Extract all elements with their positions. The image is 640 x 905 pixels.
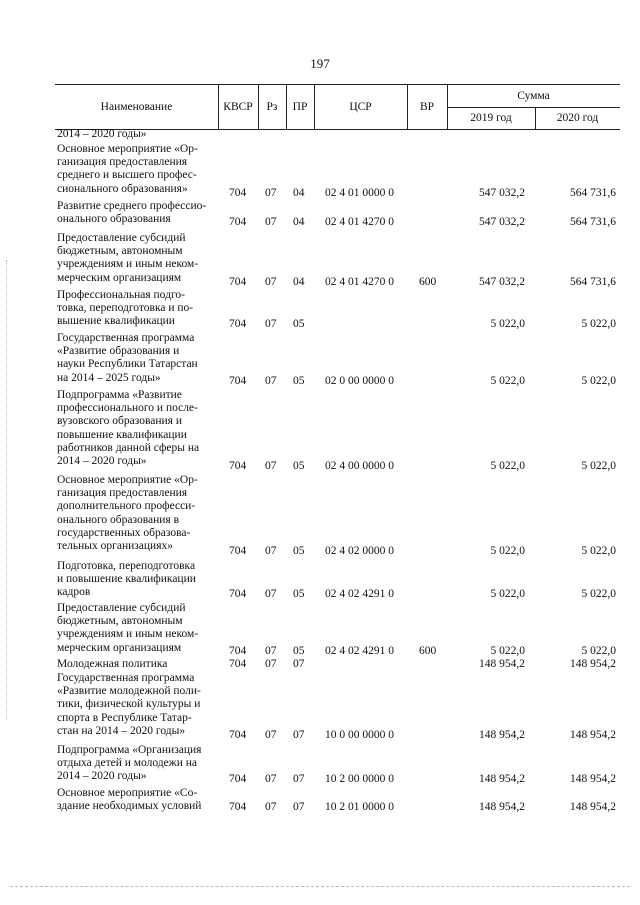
row-name: 2014 – 2020 годы»: [57, 128, 147, 140]
row-2020: 5 022,0: [581, 318, 616, 330]
row-2019: 5 022,0: [490, 375, 525, 387]
page-number: 197: [310, 56, 330, 71]
row-2019: 148 954,2: [479, 801, 525, 813]
row-2019: 148 954,2: [479, 658, 525, 670]
row-2020: 148 954,2: [570, 773, 616, 785]
row-kvsr: 704: [229, 658, 247, 670]
header-2019: 2019 год: [470, 112, 512, 124]
row-2019: 547 032,2: [479, 187, 525, 199]
row-kvsr: 704: [229, 375, 247, 387]
row-rz: 07: [265, 588, 277, 600]
row-kvsr: 704: [229, 645, 247, 657]
row-2020: 148 954,2: [570, 658, 616, 670]
row-csr: 02 4 01 4270 0: [325, 276, 394, 288]
row-kvsr: 704: [229, 216, 247, 228]
row-csr: 10 2 00 0000 0: [325, 773, 394, 785]
row-2020: 148 954,2: [570, 801, 616, 813]
row-name: Подпрограмма «Развитие профессионального и после- вузовского образования и повышение квалификации работников данной сферы на 2014 – 2020 годы»: [57, 389, 200, 468]
row-pr: 05: [293, 375, 305, 387]
row-csr: 02 0 00 0000 0: [325, 375, 394, 387]
header-kvsr: КВСР: [223, 101, 253, 113]
row-2020: 564 731,6: [570, 187, 616, 199]
row-2020: 5 022,0: [581, 375, 616, 387]
row-pr: 04: [293, 216, 305, 228]
row-name: Предоставление субсидий бюджетным, автономным учреждениям и иным неком- мерческим организациям: [57, 602, 199, 654]
row-2020: 564 731,6: [570, 276, 616, 288]
row-pr: 04: [293, 276, 305, 288]
row-csr: 10 0 00 0000 0: [325, 729, 394, 741]
row-csr: 02 4 01 4270 0: [325, 216, 394, 228]
header-rz: Рз: [266, 101, 278, 113]
row-rz: 07: [265, 729, 277, 741]
row-pr: 07: [293, 801, 305, 813]
row-csr: 02 4 02 4291 0: [325, 588, 394, 600]
row-kvsr: 704: [229, 729, 247, 741]
row-pr: 05: [293, 645, 305, 657]
row-2019: 148 954,2: [479, 773, 525, 785]
row-kvsr: 704: [229, 460, 247, 472]
row-rz: 07: [265, 318, 277, 330]
row-rz: 07: [265, 460, 277, 472]
row-name: Государственная программа «Развитие молодежной поли- тики, физической культуры и спорта в Республике Татар- стан на 2014 – 2020 годы»: [57, 672, 201, 737]
row-pr: 04: [293, 187, 305, 199]
row-csr: 02 4 00 0000 0: [325, 460, 394, 472]
row-rz: 07: [265, 216, 277, 228]
row-vr: 600: [419, 645, 437, 657]
row-name: Молодежная политика: [57, 658, 168, 670]
scan-footer-line: [10, 886, 630, 887]
row-pr: 05: [293, 588, 305, 600]
row-name: Основное мероприятие «Со- здание необходимых условий: [57, 787, 202, 813]
row-rz: 07: [265, 375, 277, 387]
row-pr: 07: [293, 773, 305, 785]
header-2020: 2020 год: [556, 112, 599, 124]
row-vr: 600: [419, 276, 437, 288]
row-csr: 02 4 02 4291 0: [325, 645, 394, 657]
row-2020: 5 022,0: [581, 588, 616, 600]
row-name: Профессиональная подго- товка, переподготовка и по- вышение квалификации: [57, 289, 194, 328]
row-name: Предоставление субсидий бюджетным, автономным учреждениям и иным неком- мерческим организациям: [57, 232, 199, 284]
row-2019: 148 954,2: [479, 729, 525, 741]
row-2019: 547 032,2: [479, 276, 525, 288]
row-2020: 5 022,0: [581, 460, 616, 472]
row-pr: 05: [293, 318, 305, 330]
row-kvsr: 704: [229, 276, 247, 288]
header-csr: ЦСР: [349, 101, 372, 113]
row-2020: 5 022,0: [581, 645, 616, 657]
header-name: Наименование: [100, 101, 173, 113]
row-name: Основное мероприятие «Ор- ганизация предоставления дополнительного професси- онального образования в государственных образова- тельных организациях»: [57, 474, 198, 553]
header-vr: ВР: [419, 101, 435, 113]
row-2019: 5 022,0: [490, 318, 525, 330]
row-2019: 547 032,2: [479, 216, 525, 228]
row-rz: 07: [265, 187, 277, 199]
row-rz: 07: [265, 801, 277, 813]
row-name: Развитие среднего профессио- онального образования: [57, 200, 207, 226]
row-kvsr: 704: [229, 588, 247, 600]
row-pr: 05: [293, 460, 305, 472]
row-kvsr: 704: [229, 318, 247, 330]
row-2019: 5 022,0: [490, 645, 525, 657]
row-kvsr: 704: [229, 773, 247, 785]
row-rz: 07: [265, 645, 277, 657]
row-kvsr: 704: [229, 187, 247, 199]
row-csr: 10 2 01 0000 0: [325, 801, 394, 813]
row-rz: 07: [265, 276, 277, 288]
row-pr: 05: [293, 545, 305, 557]
row-2020: 5 022,0: [581, 545, 616, 557]
row-pr: 07: [293, 658, 305, 670]
scan-margin-line: [6, 260, 7, 720]
row-rz: 07: [265, 773, 277, 785]
row-name: Основное мероприятие «Ор- ганизация предоставления среднего и высшего профес- сионального образования»: [57, 143, 198, 195]
row-csr: 02 4 02 0000 0: [325, 545, 394, 557]
row-2019: 5 022,0: [490, 460, 525, 472]
row-name: Подготовка, переподготовка и повышение квалификации кадров: [57, 560, 196, 599]
row-name: Государственная программа «Развитие образования и науки Республики Татарстан на 2014 – 2025 годы»: [57, 332, 198, 384]
row-rz: 07: [265, 658, 277, 670]
header-pr: ПР: [292, 101, 308, 113]
row-csr: 02 4 01 0000 0: [325, 187, 394, 199]
row-kvsr: 704: [229, 801, 247, 813]
row-pr: 07: [293, 729, 305, 741]
header-sum: Сумма: [517, 90, 550, 102]
table-header: [55, 84, 620, 130]
row-2019: 5 022,0: [490, 588, 525, 600]
row-2019: 5 022,0: [490, 545, 525, 557]
row-kvsr: 704: [229, 545, 247, 557]
row-name: Подпрограмма «Организация отдыха детей и молодежи на 2014 – 2020 годы»: [57, 744, 202, 783]
row-2020: 564 731,6: [570, 216, 616, 228]
row-2020: 148 954,2: [570, 729, 616, 741]
row-rz: 07: [265, 545, 277, 557]
